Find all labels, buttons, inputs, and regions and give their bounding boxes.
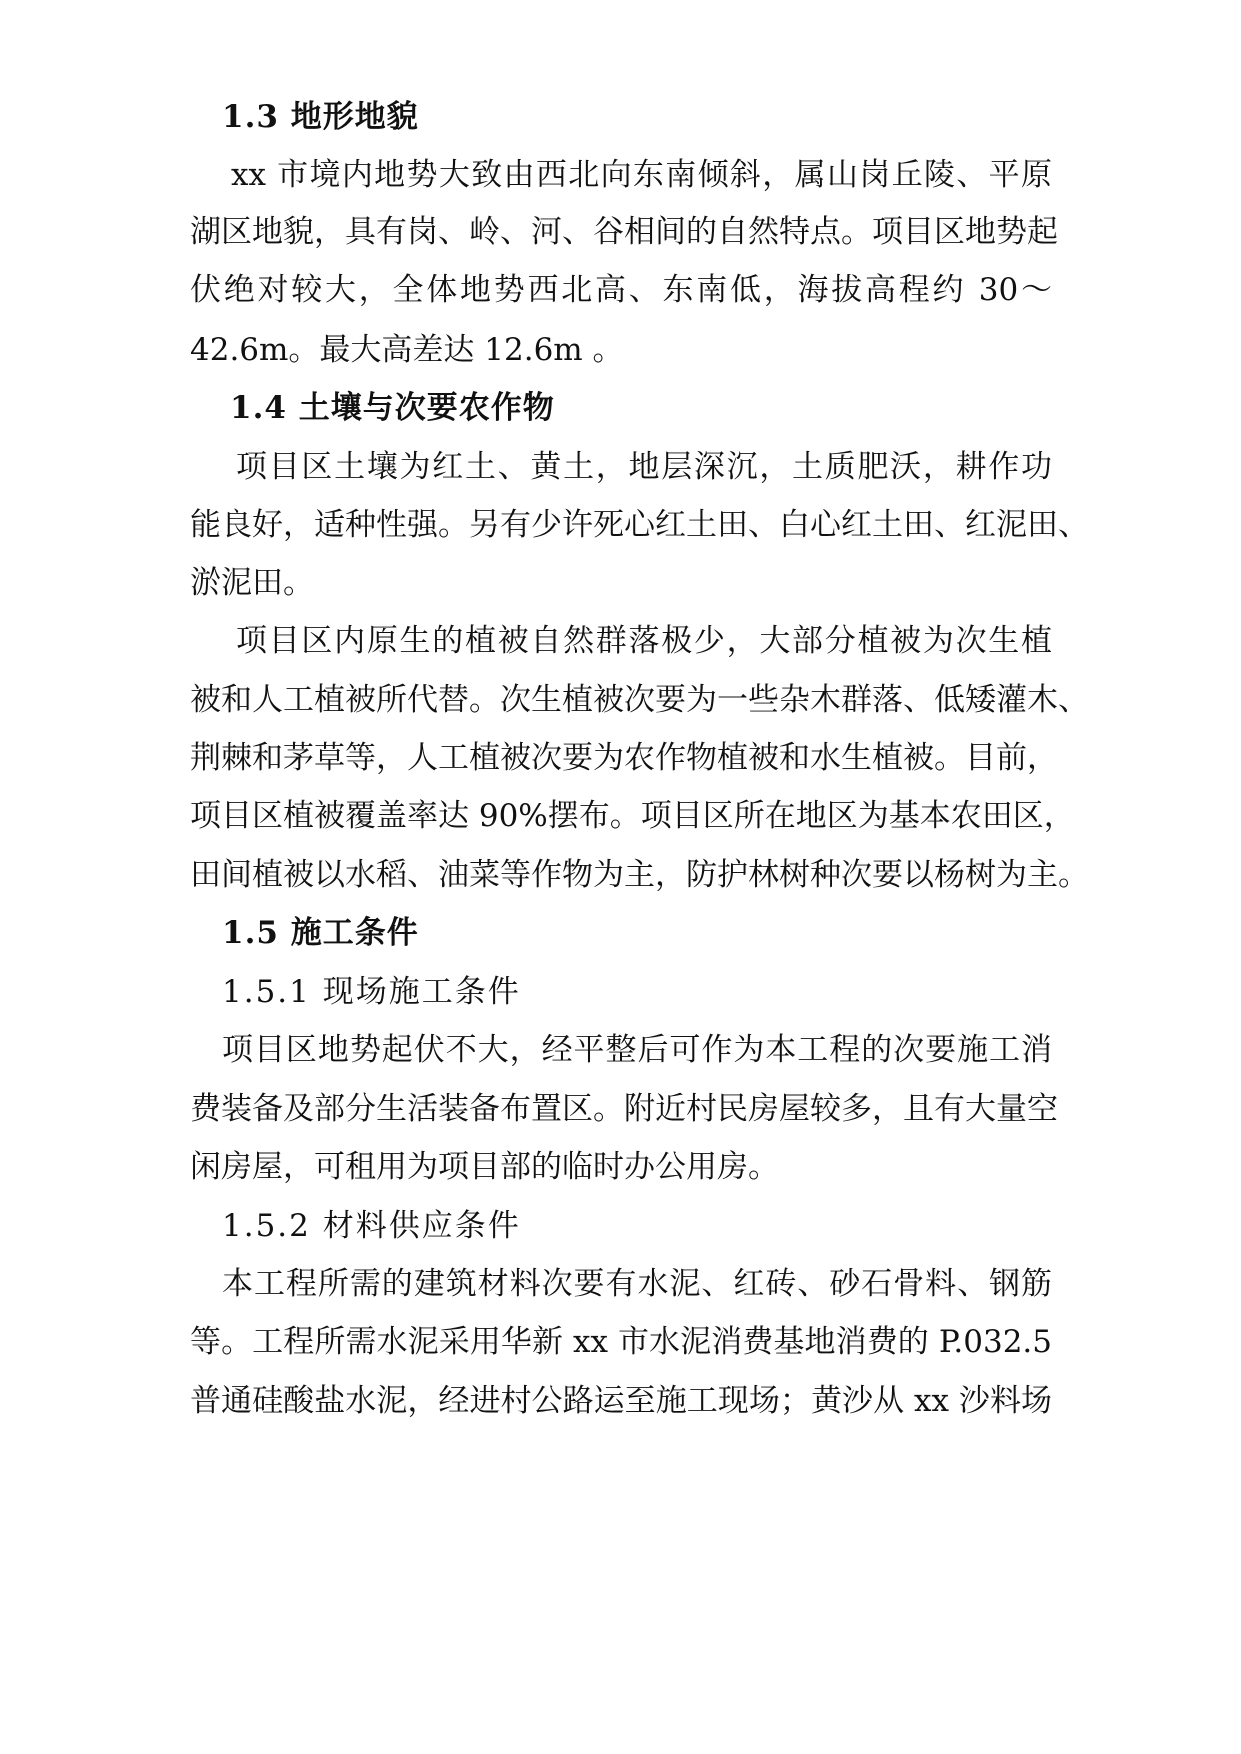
section-heading-1-4: 1.4 土壤与次要农作物 xyxy=(230,390,555,426)
paragraph-line: 本工程所需的建筑材料次要有水泥、红砖、砂石骨料、钢筋 xyxy=(222,1266,1052,1302)
paragraph-line: 湖区地貌，具有岗、岭、河、谷相间的自然特点。项目区地势起 xyxy=(190,214,1058,250)
paragraph-line: 等。工程所需水泥采用华新 xx 市水泥消费基地消费的 P.032.5 xyxy=(190,1324,1052,1360)
paragraph-line: 项目区土壤为红土、黄土，地层深沉，土质肥沃，耕作功 xyxy=(236,449,1052,485)
paragraph-line: 伏绝对较大，全体地势西北高、东南低，海拔高程约 30～ xyxy=(190,272,1052,308)
paragraph-line: 项目区地势起伏不大，经平整后可作为本工程的次要施工消 xyxy=(222,1032,1052,1068)
paragraph-line: 闲房屋，可租用为项目部的临时办公用房。 xyxy=(190,1149,779,1185)
paragraph-line: 42.6m。最大高差达 12.6m 。 xyxy=(190,332,624,368)
paragraph-line: 荆棘和茅草等，人工植被次要为农作物植被和水生植被。目前， xyxy=(190,740,1058,776)
section-heading-1-3: 1.3 地形地貌 xyxy=(222,99,419,135)
paragraph-line: 田间植被以水稻、油菜等作物为主，防护林树种次要以杨树为主。 xyxy=(190,857,1089,893)
paragraph-line: 项目区植被覆盖率达 90%摆布。项目区所在地区为基本农田区， xyxy=(190,798,1075,834)
paragraph-line: 被和人工植被所代替。次生植被次要为一些杂木群落、低矮灌木、 xyxy=(190,682,1089,718)
subsection-heading-1-5-2: 1.5.2 材料供应条件 xyxy=(222,1208,521,1244)
paragraph-line: xx 市境内地势大致由西北向东南倾斜，属山岗丘陵、平原 xyxy=(231,157,1052,193)
paragraph-line: 淤泥田。 xyxy=(190,565,314,601)
paragraph-line: 项目区内原生的植被自然群落极少，大部分植被为次生植 xyxy=(236,623,1052,659)
section-heading-1-5: 1.5 施工条件 xyxy=(222,915,419,951)
paragraph-line: 费装备及部分生活装备布置区。附近村民房屋较多，且有大量空 xyxy=(190,1091,1058,1127)
paragraph-line: 能良好，适种性强。另有少许死心红土田、白心红土田、红泥田、 xyxy=(190,507,1089,543)
subsection-heading-1-5-1: 1.5.1 现场施工条件 xyxy=(222,974,521,1010)
paragraph-line: 普通硅酸盐水泥，经进村公路运至施工现场；黄沙从 xx 沙料场 xyxy=(190,1383,1052,1419)
